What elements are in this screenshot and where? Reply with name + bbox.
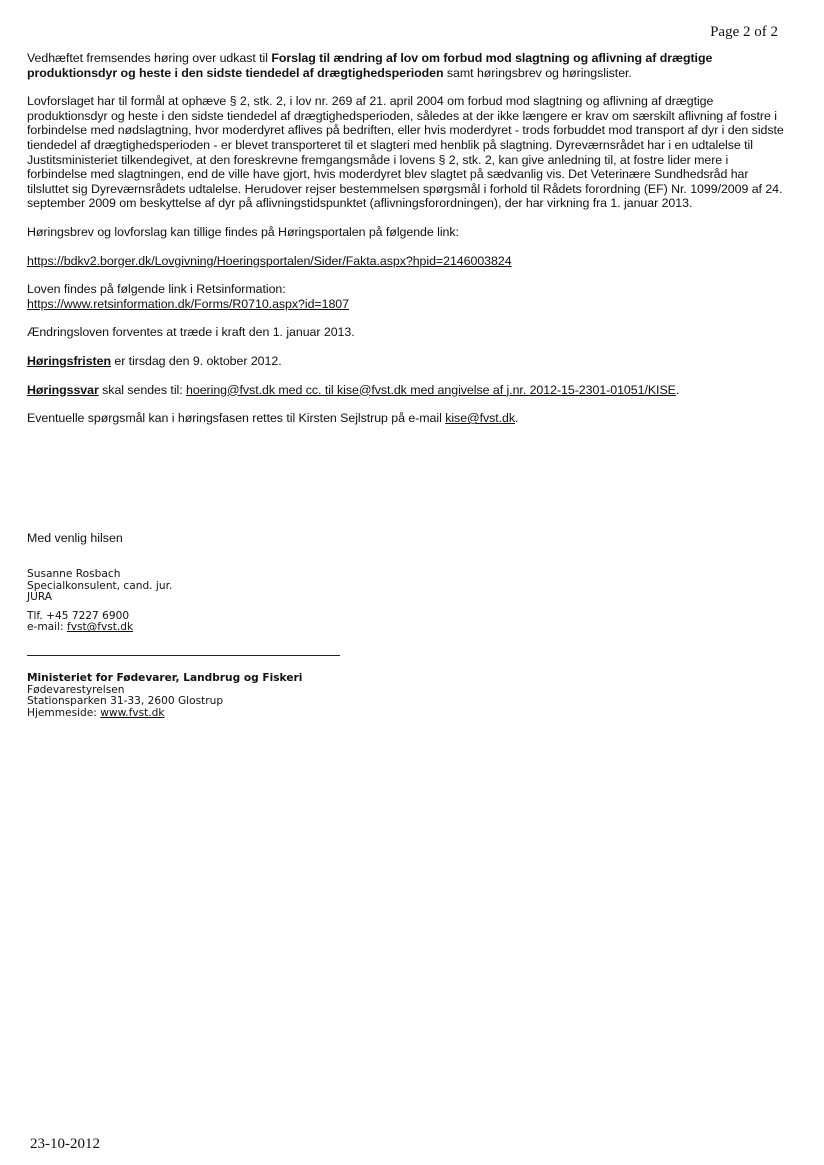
- signature-name: Susanne Rosbach: [27, 568, 121, 580]
- retsinfo-paragraph: [27, 282, 787, 311]
- intro-paragraph: [27, 51, 787, 80]
- greeting: Med venlig hilsen: [27, 531, 123, 545]
- signature-email-line: [27, 622, 172, 634]
- deadline-label: Høringsfristen: [27, 353, 111, 368]
- signature-block: [27, 569, 172, 634]
- signature-dept: JURA: [27, 591, 53, 604]
- questions-text: Eventuelle spørgsmål kan i høringsfasen rettes til Kirsten Sejlstrup på e-mail: [27, 411, 446, 426]
- footer-organization: [27, 673, 302, 719]
- portal-link[interactable]: https://bdkv2.borger.dk/Lovgivning/Hoeringsportalen/Sider/Fakta.aspx?hpid=2146003824: [27, 253, 512, 268]
- signature-email-link[interactable]: fvst@fvst.dk: [66, 621, 134, 634]
- hoering-email-link[interactable]: hoering@fvst.dk: [186, 382, 275, 397]
- homepage-link[interactable]: www.fvst.dk: [100, 706, 165, 719]
- effective-date-paragraph: Ændringsloven forventes at træde i kraft den 1. januar 2013.: [27, 325, 355, 340]
- intro-text: Vedhæftet fremsendes høring over udkast til: [27, 51, 272, 65]
- deadline-text: er tirsdag den 9. oktober 2012.: [110, 353, 282, 368]
- reply-end: .: [675, 382, 680, 397]
- reply-text: skal sendes til:: [98, 382, 187, 397]
- footer-divider: [27, 655, 340, 656]
- homepage-line: [27, 708, 302, 720]
- bill-title: Forslag til ændring af lov om forbud mod slagtning og aflivning af drægtige produktionsdyr og heste i den sidste tiendedel af drægtighedsperioden: [27, 51, 713, 80]
- reply-label: Høringssvar: [27, 382, 99, 397]
- deadline-paragraph: [27, 354, 787, 369]
- intro-outro: samt høringsbrev og høringslister.: [443, 65, 632, 80]
- portal-paragraph: Høringsbrev og lovforslag kan tillige findes på Høringsportalen på følgende link:: [27, 224, 459, 239]
- agency-address: Stationsparken 31-33, 2600 Glostrup: [27, 695, 224, 708]
- signature-email-label: e-mail:: [27, 621, 67, 634]
- signature-title: Specialkonsulent, cand. jur.: [27, 579, 173, 592]
- homepage-label: Hjemmeside:: [27, 706, 101, 719]
- portal-link-line: [27, 254, 787, 269]
- page-number: Page 2 of 2: [710, 24, 778, 40]
- document-date: 23-10-2012: [30, 1136, 100, 1152]
- signature-phone: Tlf. +45 7227 6900: [27, 609, 130, 622]
- reply-cc-text: med cc. til kise@fvst.dk med angivelse af j.nr. 2012-15-2301-01051/KISE: [275, 382, 676, 397]
- retsinfo-link[interactable]: https://www.retsinformation.dk/Forms/R0710.aspx?id=1807: [27, 296, 349, 311]
- reply-paragraph: [27, 383, 787, 398]
- questions-paragraph: [27, 411, 787, 426]
- ministry-name: Ministeriet for Fødevarer, Landbrug og Fiskeri: [27, 672, 303, 684]
- agency-name: Fødevarestyrelsen: [27, 683, 125, 696]
- retsinfo-text: Loven findes på følgende link i Retsinformation:: [27, 282, 286, 297]
- letter-body: [27, 51, 787, 426]
- kise-email-link[interactable]: kise@fvst.dk: [445, 411, 516, 426]
- questions-end: .: [515, 411, 519, 426]
- purpose-paragraph: Lovforslaget har til formål at ophæve § 2, stk. 2, i lov nr. 269 af 21. april 2004 om forbud mod slagtning og aflivning af drægtige produktionsdyr og heste i den sidste tiendedel af drægtighedsperioden, således at der ikke længere er krav om særskilt aflivning af fostre i forbindelse med nødslagtning, hvor moderdyret aflives på bedriften, eller hvis moderdyret - trods forbuddet mod transport af dyr i den sidste tiendedel af drægtighedsperioden - er blevet transporteret til et slagteri med henblik på slagtning. Dyreværnsrådet har i en udtalelse til Justitsministeriet tilkendegivet, at den foreskrevne fremgangsmåde i lovens § 2, stk. 2, kan give anledning til, at fostre lider mere i forbindelse med slagtningen, end de ville have gjort, hvis moderdyret blev slagtet på sædvanlig vis. Det Veterinære Sundhedsråd har tilsluttet sig Dyreværnsrådets udtalelse. Herudover rejser bestemmelsen spørgsmål i forhold til Rådets forordning (EF) Nr. 1099/2009 af 24. september 2009 om beskyttelse af dyr på aflivningstidspunktet (aflivningsforordningen), der har virkning fra 1. januar 2013.: [27, 94, 784, 211]
